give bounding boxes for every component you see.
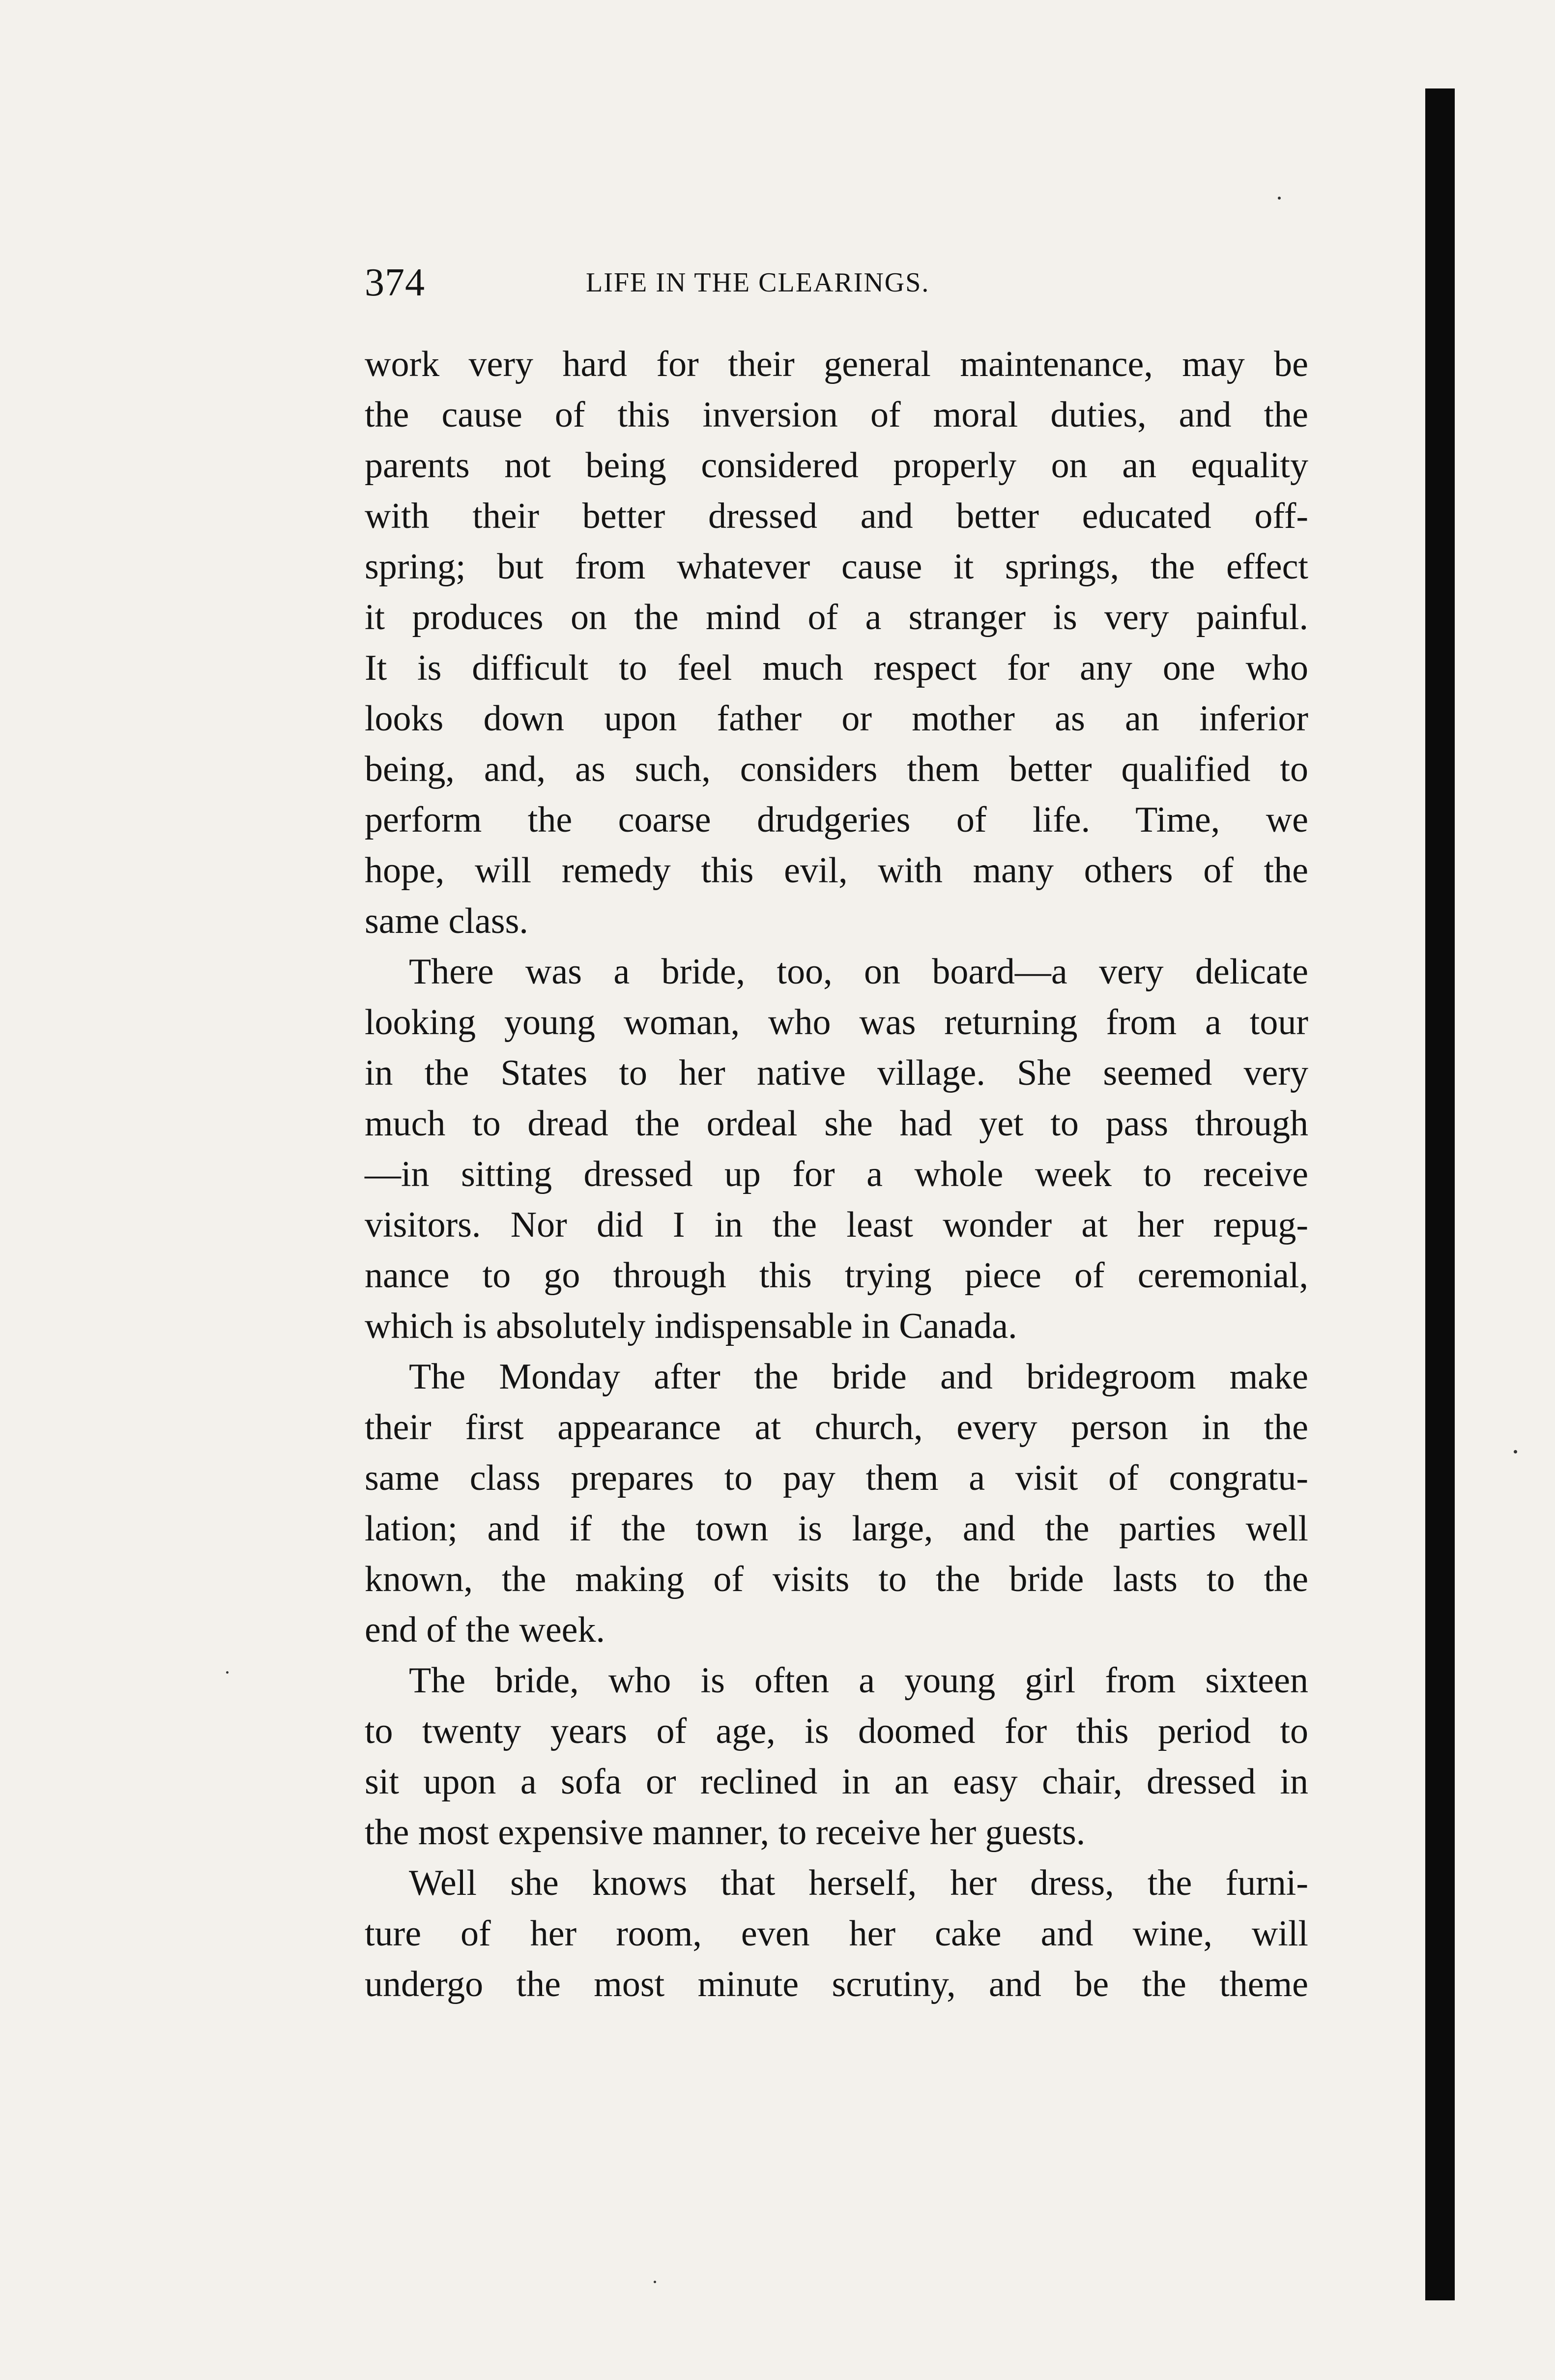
text-line: same class. xyxy=(365,901,528,941)
text-line: looks down upon father or mother as an inferior xyxy=(365,698,1308,739)
running-title: LIFE IN THE CLEARINGS. xyxy=(586,267,930,298)
text-line: lation; and if the town is large, and the parties well xyxy=(365,1509,1308,1549)
text-line: visitors. Nor did I in the least wonder at her repug- xyxy=(365,1205,1308,1245)
text-line: known, the making of visits to the bride lasts to the xyxy=(365,1559,1308,1599)
text-line: hope, will remedy this evil, with many others of the xyxy=(365,850,1308,891)
paragraph xyxy=(365,1352,1308,1655)
text-line: much to dread the ordeal she had yet to pass through xyxy=(365,1103,1308,1144)
text-line: with their better dressed and better educated off- xyxy=(365,496,1308,536)
text-line: it produces on the mind of a stranger is very painful. xyxy=(365,597,1308,638)
text-line: —in sitting dressed up for a whole week to receive xyxy=(365,1154,1308,1194)
text-line: which is absolutely indispensable in Canada. xyxy=(365,1306,1017,1346)
text-line: the cause of this inversion of moral duties, and the xyxy=(365,395,1308,435)
paragraph xyxy=(365,947,1308,1352)
text-line: spring; but from whatever cause it springs, the effect xyxy=(365,547,1308,587)
scan-speck xyxy=(654,2281,656,2283)
text-line: parents not being considered properly on an equality xyxy=(365,445,1308,486)
text-line: The bride, who is often a young girl from sixteen xyxy=(409,1660,1308,1701)
text-line: in the States to her native village. She seemed very xyxy=(365,1053,1308,1093)
text-line: their first appearance at church, every person in the xyxy=(365,1407,1308,1448)
paragraph xyxy=(365,1858,1308,2010)
text-line: work very hard for their general maintenance, may be xyxy=(365,344,1308,384)
paragraph xyxy=(365,1655,1308,1858)
text-line: looking young woman, who was returning from a tour xyxy=(365,1002,1308,1043)
binding-shadow xyxy=(1425,88,1455,2300)
text-line: to twenty years of age, is doomed for this period to xyxy=(365,1711,1308,1751)
paragraph xyxy=(365,339,1308,947)
text-line: It is difficult to feel much respect for any one who xyxy=(365,648,1308,688)
text-line: nance to go through this trying piece of ceremonial, xyxy=(365,1255,1308,1296)
text-line: ture of her room, even her cake and wine, will xyxy=(365,1914,1308,1954)
text-line: sit upon a sofa or reclined in an easy chair, dressed in xyxy=(365,1762,1308,1802)
scan-speck xyxy=(1514,1450,1517,1453)
text-line: being, and, as such, considers them better qualified to xyxy=(365,749,1308,789)
body-text xyxy=(365,339,1308,2010)
text-line: undergo the most minute scrutiny, and be the theme xyxy=(365,1964,1308,2004)
text-line: end of the week. xyxy=(365,1610,605,1650)
scan-speck xyxy=(226,1671,229,1674)
text-line: There was a bride, too, on board—a very delicate xyxy=(409,952,1308,992)
text-line: same class prepares to pay them a visit of congratu- xyxy=(365,1458,1308,1498)
text-line: The Monday after the bride and bridegroom make xyxy=(409,1357,1308,1397)
page-number: 374 xyxy=(365,261,425,304)
text-line: Well she knows that herself, her dress, the furni- xyxy=(409,1863,1308,1903)
text-line: perform the coarse drudgeries of life. Time, we xyxy=(365,800,1308,840)
text-line: the most expensive manner, to receive her guests. xyxy=(365,1812,1086,1853)
scan-speck xyxy=(1278,197,1281,200)
running-header xyxy=(365,256,1313,310)
